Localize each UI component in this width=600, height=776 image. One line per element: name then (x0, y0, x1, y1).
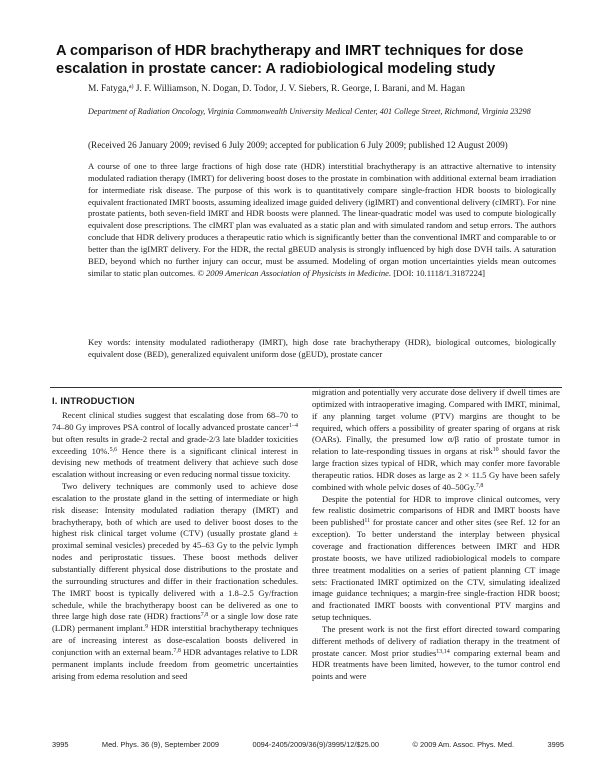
page-footer (52, 740, 564, 749)
right-column (312, 387, 560, 683)
footer-copyright: © 2009 Am. Assoc. Phys. Med. (412, 740, 515, 749)
reference-link[interactable]: 5,6 (109, 446, 118, 453)
reference-link[interactable]: 7,8 (173, 647, 181, 654)
authors-part2: J. F. Williamson, N. Dogan, D. Todor, J. V. Siebers, R. George, I. Barani, and M. Hagan (133, 84, 465, 94)
reference-link[interactable]: 9 (145, 624, 149, 631)
paper-title: A comparison of HDR brachytherapy and IMRT techniques for dose escalation in prostate cancer: A radiobiological modeling study (56, 43, 524, 77)
text-run: Despite the potential for HDR to improve clinical outcomes, very few realistic dosimetric comparisons of HDR and IMRT boosts have been published (312, 493, 560, 528)
intro-paragraph-2 (52, 481, 298, 682)
intro-paragraph-4 (312, 624, 560, 683)
text-run: for an exception). To better understand the interplay between physical coverage and fractionation differences between IMRT and HDR prostate boosts, we have utilized radiobiological models to compare three treatment modalities on a series of patient planning CT image sets: Fractionated IMRT optimized on the CTV, simulating idealized image guidance techniques; a margin-free single-fraction HDR boost; and fractionated IMRT boosts with conventional PTV margins and setup techniques. (312, 517, 560, 623)
abstract-copyright: © 2009 American Association of Physicists in Medicine. (197, 267, 392, 278)
author-list (88, 83, 558, 95)
page-number-left: 3995 (52, 740, 69, 749)
intro-paragraph-continued (312, 387, 560, 494)
text-run: or a single low dose rate (LDR) permanent implant. (52, 611, 298, 634)
text-run: should favor the large fraction sizes typical of HDR, which may confer more favorable therapeutic ratios. HDR doses as large as 2 × 11.5 Gy have been safely combined with whole pelvic doses of 40–50Gy. (312, 446, 560, 492)
text-run: comparing external beam and HDR treatments have been limited, however, to the tumor control end points and were (312, 647, 560, 682)
authors-part1: M. Fatyga, (88, 84, 129, 94)
issn: 0094-2405/2009/36(9)/3995/12/$25.00 (252, 740, 380, 749)
doi-link[interactable]: [DOI: 10.1118/1.3187224] (391, 267, 486, 278)
intro-paragraph-3 (312, 494, 560, 624)
reference-link[interactable]: 7,8 (200, 612, 209, 619)
text-run: migration and potentially very accurate dose delivery if dwell times are optimized with intraoperative imaging. Compared with IMRT, minimal, if any planning target volume (PTV) margins are thought to be required, which offers a possibility of greater sparing of organs at risk (OARs). Finally, the presumed low α/β ratio of prostate tumor in relation to late-responding tissues in organs at risk (312, 387, 560, 457)
text-run: for prostate cancer and other sites (see Ref. (370, 517, 528, 528)
abstract-text: A course of one to three large fractions of high dose rate (HDR) interstitial brachytherapy is an attractive alternative to intensity modulated radiation therapy (IMRT) for delivering boost doses to the prostate in combination with additional external beam irradiation for intermediate risk disease. The purpose of this work is to quantitatively compare single-fraction HDR boosts to biologically equivalent fractionated IMRT boosts, assuming idealized image guided delivery (igIMRT) and conventional delivery (cIMRT). For nine prostate patients, both seven-field IMRT and HDR boosts were planned. The linear-quadratic model was used to compute biologically equivalent dose prescriptions. The cIMRT plan was evaluated as a static plan and with simulated random and setup errors. The authors conclude that HDR delivery produces a therapeutic ratio which is significantly better than the conventional IMRT and comparable to or better than the igIMRT delivery. For the HDR, the rectal gBEUD analysis is strongly influenced by high dose DVH tails. A saturation BED, beyond which no further injury can occur, must be assumed. Modeling of organ motion uncertainties yields mean outcomes similar to static plan outcomes. (88, 161, 556, 278)
reference-link[interactable]: 11 (364, 518, 371, 525)
affiliation: Department of Radiation Oncology, Virginia Commonwealth University Medical Center, 401 College Street, Richmond, Virginia 23298 (88, 107, 531, 116)
text-run: but often results in grade-2 rectal and grade-2/3 late bladder toxicities exceeding 10%. (52, 433, 298, 456)
reference-link[interactable]: 10 (492, 447, 499, 454)
left-column (52, 410, 298, 682)
intro-paragraph-1 (52, 410, 298, 481)
text-run: Hence there is a significant clinical interest in devising new methods of treatment delivery that achieve such dose escalation without increasing or even reducing normal tissue toxicity. (52, 445, 298, 480)
text-run: Recent clinical studies suggest that escalating dose from 68–70 to 74–80 Gy improves PSA control of locally advanced prostate cancer (52, 410, 298, 432)
journal-citation: Med. Phys. 36 (9), September 2009 (101, 740, 219, 749)
section-heading: I. INTRODUCTION (52, 395, 135, 406)
text-run: Two delivery techniques are commonly used to achieve dose escalation to the prostate gland in the setting of intermediate or high risk disease: Intensity modulated radiation therapy (IMRT) and brachytherapy, both of which are used to deliver boost doses to the highest risk clinical target volume (CTV) (usually prostate gland ± proximal seminal vesicles) preceded by 45–63 Gy to the pelvic lymph nodes and periprostatic tissues. These boost methods deliver substantially different physical dose distributions to the prostate and the surrounding structures and differ in their fractionation schedules. The IMRT boost is typically delivered with a 1.8–2.5 Gy/fraction schedule, while the brachytherapy boost can be delivered as one to three large high dose rate (HDR) fractions (52, 481, 298, 622)
reference-link[interactable]: 1–4 (289, 422, 298, 429)
page-number-right: 3995 (547, 740, 564, 749)
reference-link[interactable]: 7,8 (475, 482, 484, 489)
received-dates: (Received 26 January 2009; revised 6 July 2009; accepted for publication 6 July 2009; published 12 August 2009) (88, 140, 508, 150)
text-run: The present work is not the first effort directed toward comparing different methods of delivery of radiation therapy in the treatment of prostate cancer. Most prior studies (312, 623, 560, 658)
text-run: HDR interstitial brachytherapy techniques are of increasing interest as dose-escalation boosts delivered in conjunction with an external beam. (52, 623, 298, 657)
keywords: Key words: intensity modulated radiotherapy (IMRT), high dose rate brachytherapy (HDR), biological outcomes, biologically equivalent dose (BED), generalized equivalent uniform dose (gEUD), prostate cancer (88, 337, 556, 359)
reference-link[interactable]: 13,14 (436, 648, 450, 655)
text-run: HDR advantages relative to LDR permanent implants include freedom from geometric uncertainties arising from edema resolution and seed (52, 646, 298, 681)
abstract (88, 161, 556, 279)
author-footnote-marker[interactable]: a) (128, 84, 134, 90)
reference-link[interactable]: 12 (527, 517, 537, 528)
